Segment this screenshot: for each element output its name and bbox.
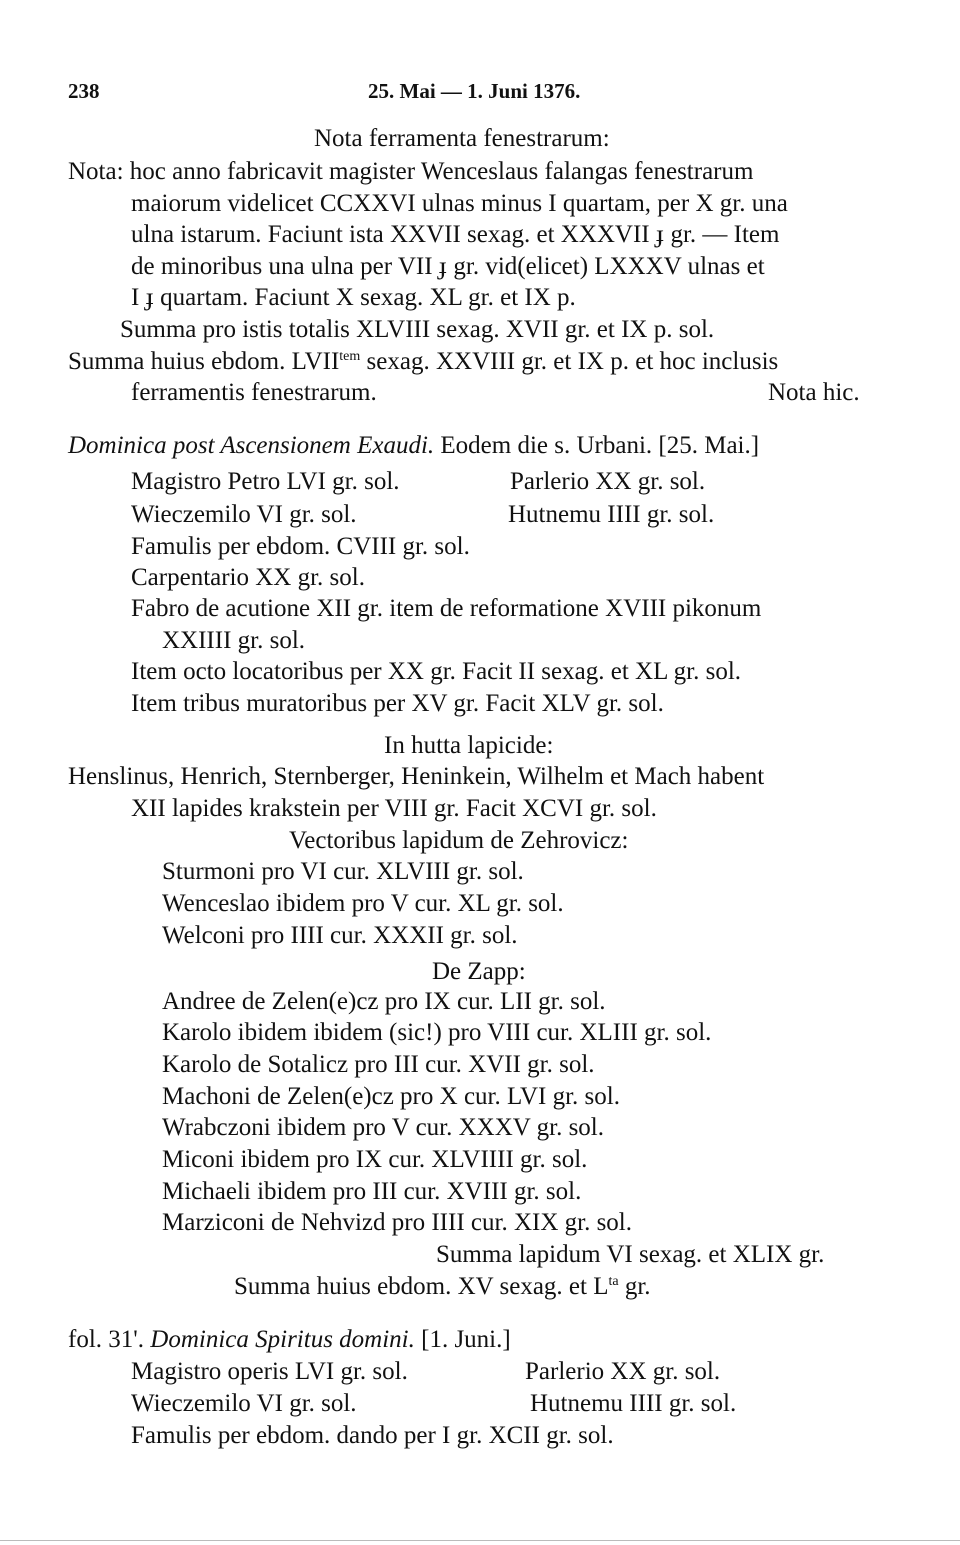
payment-line: Magistro Petro LVI gr. sol. [131, 468, 400, 495]
payment-line: Carpentario XX gr. sol. [131, 564, 365, 591]
section-heading: Vectoribus lapidum de Zehrovicz: [289, 827, 629, 854]
list-item: Andree de Zelen(e)cz pro IX cur. LII gr. sol. [162, 988, 606, 1015]
payment-line: Parlerio XX gr. sol. [525, 1358, 721, 1385]
bottom-rule [0, 1540, 960, 1541]
payment-line: Fabro de acutione XII gr. item de reformatione XVIII pikonum [131, 595, 762, 622]
list-item: Wrabczoni ibidem pro V cur. XXXV gr. sol. [162, 1114, 604, 1141]
text-line: Nota: hoc anno fabricavit magister Wenceslaus falangas fenestrarum [68, 158, 754, 185]
section-title: fol. 31'. Dominica Spiritus domini. [1. Juni.] [68, 1326, 511, 1353]
summa-ebdom: Summa huius ebdom. $LVII^{tem}$ sexag. XXVIII gr. et IX p. et hoc inclusis [68, 348, 779, 375]
list-item: Wenceslao ibidem pro V cur. XL gr. sol. [162, 890, 564, 917]
text-line: I ɟ quartam. Faciunt X sexag. XL gr. et IX p. [131, 284, 576, 311]
payment-line: XXIIII gr. sol. [162, 627, 306, 654]
running-head: 25. Mai — 1. Juni 1376. [368, 79, 581, 103]
list-item: Miconi ibidem pro IX cur. XLVIIII gr. sol. [162, 1146, 588, 1173]
summa-totalis: Summa pro istis totalis XLVIII sexag. XVII gr. et IX p. sol. [120, 316, 715, 343]
payment-line: Wieczemilo VI gr. sol. [131, 1390, 357, 1417]
list-item: Karolo ibidem ibidem (sic!) pro VIII cur. XLIII gr. sol. [162, 1019, 712, 1046]
nota-hic: Nota hic. [768, 379, 860, 406]
payment-line: Magistro operis LVI gr. sol. [131, 1358, 408, 1385]
text-line: Henslinus, Henrich, Sternberger, Heninkein, Wilhelm et Mach habent [68, 763, 765, 790]
text-line: de minoribus una ulna per VII ɟ gr. vid(elicet) LXXXV ulnas et [131, 253, 765, 280]
section-title: Dominica post Ascensionem Exaudi. Eodem die s. Urbani. [25. Mai.] [68, 432, 760, 459]
payment-line: Parlerio XX gr. sol. [510, 468, 706, 495]
section-heading: De Zapp: [432, 958, 526, 985]
payment-line: Famulis per ebdom. CVIII gr. sol. [131, 533, 470, 560]
section-heading: In hutta lapicide: [384, 732, 554, 759]
list-item: Michaeli ibidem pro III cur. XVIII gr. sol. [162, 1178, 582, 1205]
text-line: XII lapides krakstein per VIII gr. Facit XCVI gr. sol. [131, 795, 657, 822]
payment-line: Famulis per ebdom. dando per I gr. XCII gr. sol. [131, 1422, 614, 1449]
summa-lapidum: Summa lapidum VI sexag. et XLIX gr. [436, 1241, 825, 1268]
list-item: Welconi pro IIII cur. XXXII gr. sol. [162, 922, 518, 949]
list-item: Machoni de Zelen(e)cz pro X cur. LVI gr. sol. [162, 1083, 620, 1110]
payment-line: Hutnemu IIII gr. sol. [508, 501, 715, 528]
list-item: Marziconi de Nehvizd pro IIII cur. XIX gr. sol. [162, 1209, 632, 1236]
folio-ref: fol. 31'. [68, 1326, 145, 1353]
list-item: Karolo de Sotalicz pro III cur. XVII gr. sol. [162, 1051, 595, 1078]
text-line: ferramentis fenestrarum. [131, 379, 377, 406]
text-line: maiorum videlicet CCXXVI ulnas minus I quartam, per X gr. una [131, 190, 788, 217]
payment-line: Item octo locatoribus per XX gr. Facit II sexag. et XL gr. sol. [131, 658, 742, 685]
list-item: Sturmoni pro VI cur. XLVIII gr. sol. [162, 858, 524, 885]
page-number: 238 [68, 79, 100, 103]
payment-line: Item tribus muratoribus per XV gr. Facit XLV gr. sol. [131, 690, 664, 717]
summa-ebdom: Summa huius ebdom. XV sexag. et $L^{ta}$ gr. [234, 1273, 651, 1300]
payment-line: Wieczemilo VI gr. sol. [131, 501, 357, 528]
text-line: ulna istarum. Faciunt ista XXVII sexag. et XXXVII ɟ gr. — Item [131, 221, 780, 248]
payment-line: Hutnemu IIII gr. sol. [530, 1390, 737, 1417]
section-heading: Nota ferramenta fenestrarum: [314, 125, 610, 152]
